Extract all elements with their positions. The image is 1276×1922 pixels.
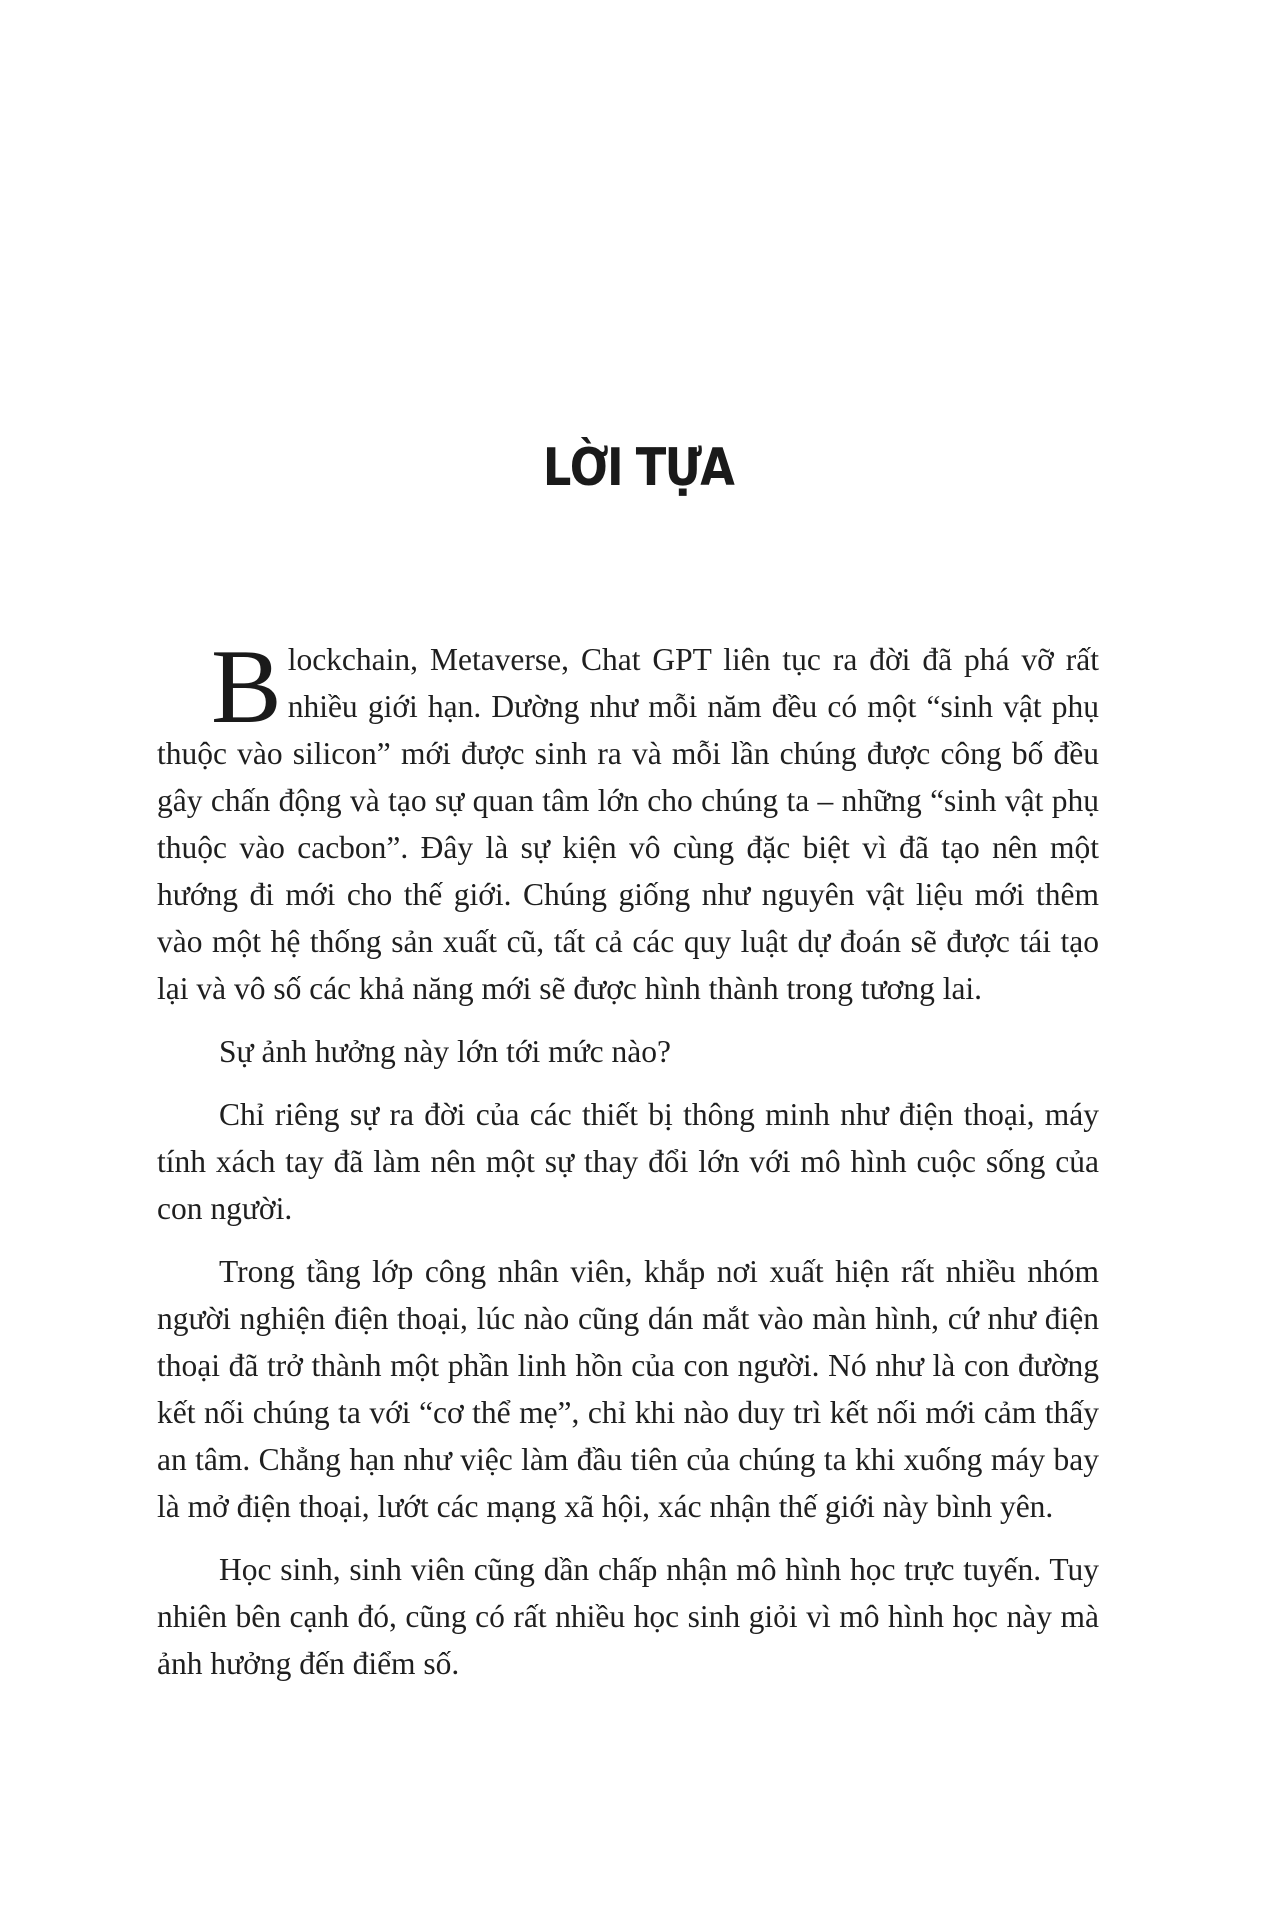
paragraph-3: Chỉ riêng sự ra đời của các thiết bị thông minh như điện thoại, máy tính xách tay đã làm nên một sự thay đổi lớn với mô hình cuộc sống của con người. [157,1097,1099,1226]
paragraph-1 [157,628,1099,1012]
paragraph-1-text: lockchain, Metaverse, Chat GPT liên tục ra đời đã phá vỡ rất nhiều giới hạn. Dường như mỗi năm đều có một “sinh vật phụ thuộc vào silicon” mới được sinh ra và mỗi lần chúng được công bố đều gây chấn động và tạo sự quan tâm lớn cho chúng ta – những “sinh vật phụ thuộc vào cacbon”. Đây là sự kiện vô cùng đặc biệt vì đã tạo nên một hướng đi mới cho thế giới. Chúng giống như nguyên vật liệu mới thêm vào một hệ thống sản xuất cũ, tất cả các quy luật dự đoán sẽ được tái tạo lại và vô số các khả năng mới sẽ được hình thành trong tương lai. [157,642,1099,1006]
body-text [157,628,1099,1703]
paragraph-5: Học sinh, sinh viên cũng dần chấp nhận mô hình học trực tuyến. Tuy nhiên bên cạnh đó, cũng có rất nhiều học sinh giỏi vì mô hình học này mà ảnh hưởng đến điểm số. [157,1552,1099,1681]
paragraph-2: Sự ảnh hưởng này lớn tới mức nào? [219,1034,671,1069]
chapter-title: LỜI TỰA [542,438,734,498]
paragraph-4: Trong tầng lớp công nhân viên, khắp nơi xuất hiện rất nhiều nhóm người nghiện điện thoại, lúc nào cũng dán mắt vào màn hình, cứ như điện thoại đã trở thành một phần linh hồn của con người. Nó như là con đường kết nối chúng ta với “cơ thể mẹ”, chỉ khi nào duy trì kết nối mới cảm thấy an tâm. Chẳng hạn như việc làm đầu tiên của chúng ta khi xuống máy bay là mở điện thoại, lướt các mạng xã hội, xác nhận thế giới này bình yên. [157,1254,1099,1524]
drop-cap: B [211,628,282,745]
